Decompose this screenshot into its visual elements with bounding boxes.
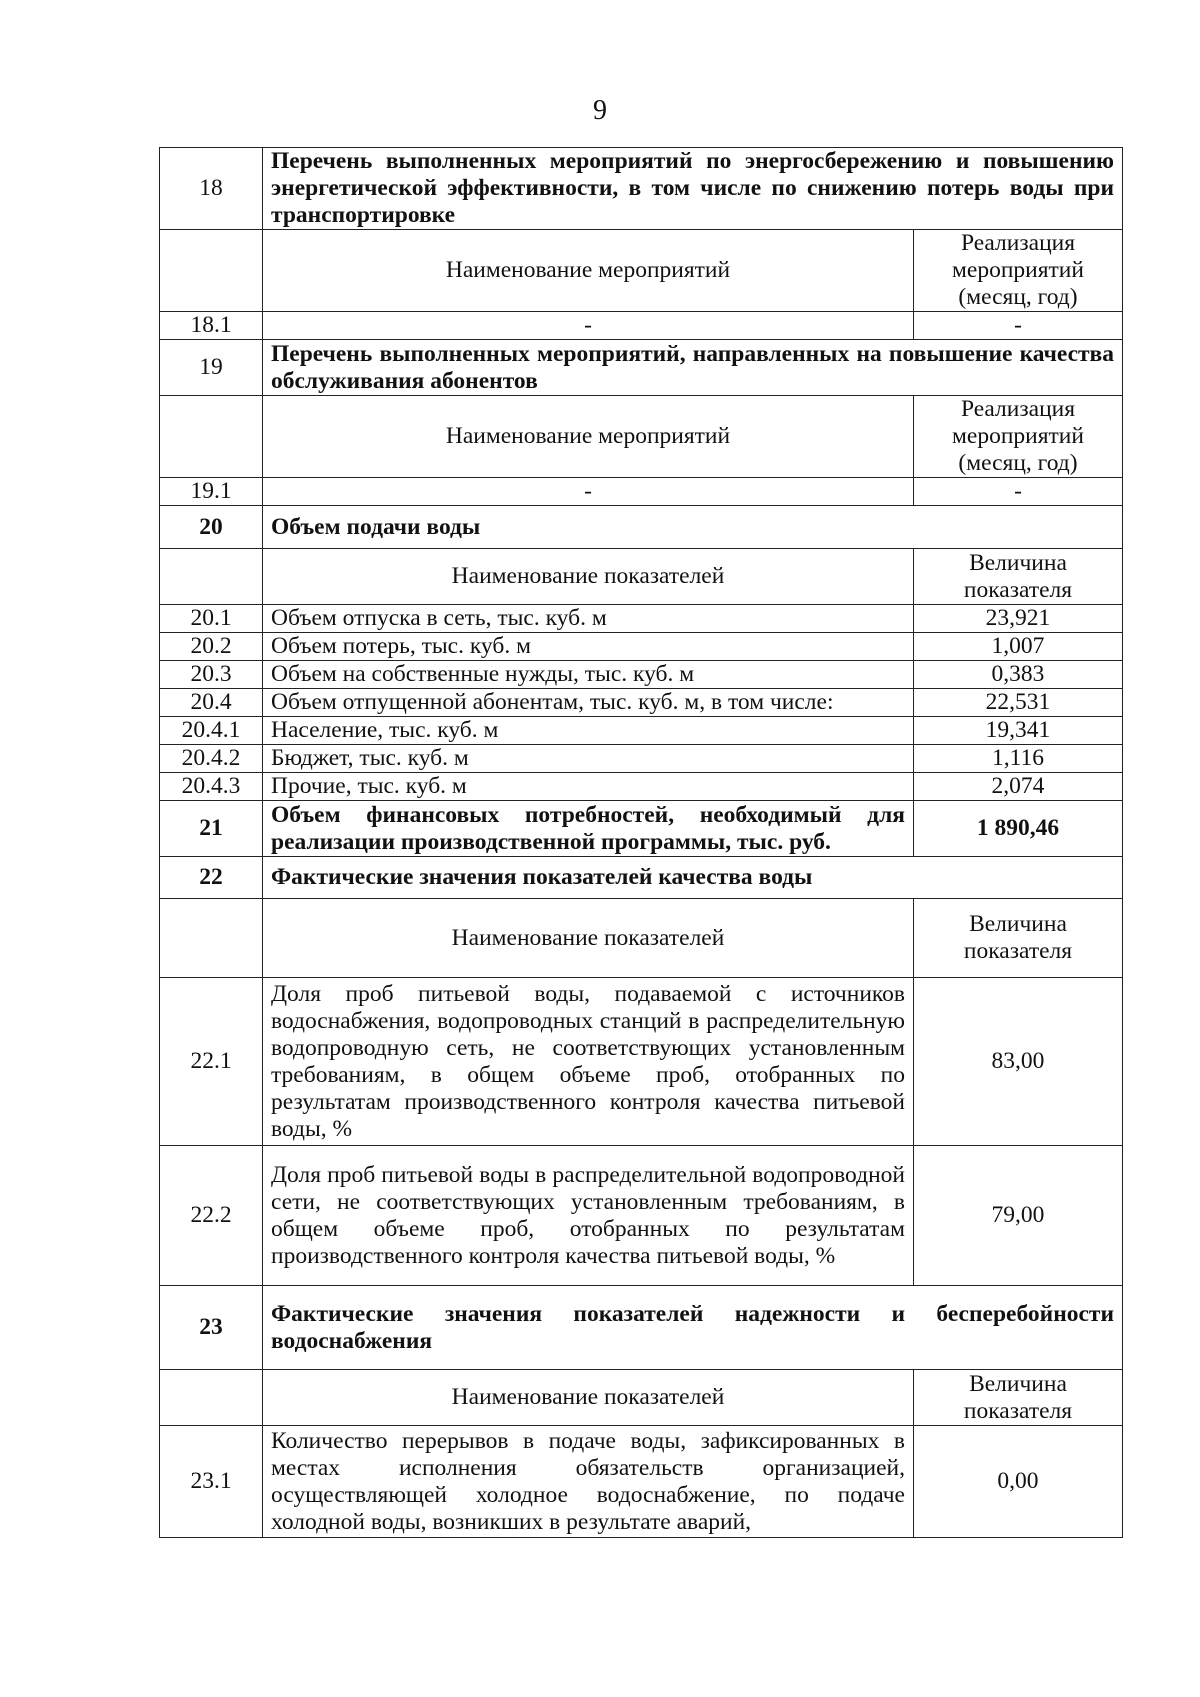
section-number: 20 [160,506,263,549]
section-title: Фактические значения показателей качества воды [263,857,1123,899]
row-name: Прочие, тыс. куб. м [263,773,914,801]
row-value: - [913,312,1122,340]
table-row [160,978,1123,1146]
row-value: 1,116 [913,745,1122,773]
row-name: - [263,478,914,506]
empty-cell [160,549,263,605]
row-number: 20.2 [160,633,263,661]
column-header-row [160,230,1123,312]
column-header-value: Реализация мероприятий (месяц, год) [913,396,1122,478]
row-value: 22,531 [913,689,1122,717]
row-value: 79,00 [913,1146,1122,1286]
row-name: Доля проб питьевой воды в распределительной водопроводной сети, не соответствующих установленным требованиям, в общем объеме проб, отобранных по результатам производственного контроля качества питьевой воды, % [263,1146,914,1286]
section-row [160,801,1123,857]
table-row [160,1146,1123,1286]
row-number: 20.4 [160,689,263,717]
row-number: 23.1 [160,1426,263,1538]
row-name: Количество перерывов в подаче воды, зафиксированных в местах исполнения обязательств организацией, осуществляющей холодное водоснабжение, по подаче холодной воды, возникших в результате аварий, [263,1426,914,1538]
section-title: Перечень выполненных мероприятий, направленных на повышение качества обслуживания абонентов [263,340,1123,396]
row-number: 22.2 [160,1146,263,1286]
row-number: 18.1 [160,312,263,340]
row-name: Население, тыс. куб. м [263,717,914,745]
row-value: 0,383 [913,661,1122,689]
section-row [160,340,1123,396]
empty-cell [160,1370,263,1426]
section-number: 22 [160,857,263,899]
section-value: 1 890,46 [913,801,1122,857]
column-header-row [160,1370,1123,1426]
row-name: Бюджет, тыс. куб. м [263,745,914,773]
row-name: Объем на собственные нужды, тыс. куб. м [263,661,914,689]
table-row [160,478,1123,506]
table-row [160,773,1123,801]
table-row [160,633,1123,661]
row-value: 1,007 [913,633,1122,661]
document-table [159,147,1123,1538]
row-name: Доля проб питьевой воды, подаваемой с источников водоснабжения, водопроводных станций в распределительную водопроводную сеть, не соответствующих установленным требованиям, в общем объеме проб, отобранных по результатам производственного контроля качества питьевой воды, % [263,978,914,1146]
section-number: 19 [160,340,263,396]
column-header-row [160,396,1123,478]
section-row [160,506,1123,549]
empty-cell [160,396,263,478]
table-row [160,312,1123,340]
row-value: 2,074 [913,773,1122,801]
row-number: 20.1 [160,605,263,633]
column-header-value: Величина показателя [913,1370,1122,1426]
section-row [160,1286,1123,1370]
table-row [160,661,1123,689]
row-value: 23,921 [913,605,1122,633]
row-number: 20.4.1 [160,717,263,745]
row-name: - [263,312,914,340]
column-header-value: Реализация мероприятий (месяц, год) [913,230,1122,312]
table-row [160,717,1123,745]
column-header-name: Наименование показателей [263,899,914,978]
page-number: 9 [593,95,607,126]
column-header-row [160,899,1123,978]
row-value: 0,00 [913,1426,1122,1538]
section-row [160,148,1123,230]
empty-cell [160,899,263,978]
column-header-name: Наименование показателей [263,1370,914,1426]
section-title: Объем подачи воды [263,506,1123,549]
row-number: 20.3 [160,661,263,689]
row-value: - [913,478,1122,506]
column-header-name: Наименование показателей [263,549,914,605]
section-title: Перечень выполненных мероприятий по энергосбережению и повышению энергетической эффективности, в том числе по снижению потерь воды при транспортировке [263,148,1123,230]
section-title: Фактические значения показателей надежности и бесперебойности водоснабжения [263,1286,1123,1370]
row-value: 83,00 [913,978,1122,1146]
column-header-name: Наименование мероприятий [263,396,914,478]
row-number: 22.1 [160,978,263,1146]
row-number: 20.4.2 [160,745,263,773]
section-number: 18 [160,148,263,230]
section-row [160,857,1123,899]
column-header-row [160,549,1123,605]
column-header-value: Величина показателя [913,549,1122,605]
section-number: 23 [160,1286,263,1370]
row-name: Объем отпущенной абонентам, тыс. куб. м, в том числе: [263,689,914,717]
section-number: 21 [160,801,263,857]
section-title: Объем финансовых потребностей, необходимый для реализации производственной программы, тыс. руб. [263,801,914,857]
row-number: 20.4.3 [160,773,263,801]
row-value: 19,341 [913,717,1122,745]
column-header-name: Наименование мероприятий [263,230,914,312]
table-row [160,745,1123,773]
row-name: Объем отпуска в сеть, тыс. куб. м [263,605,914,633]
column-header-value: Величина показателя [913,899,1122,978]
table-row [160,689,1123,717]
table-row [160,605,1123,633]
table-row [160,1426,1123,1538]
row-number: 19.1 [160,478,263,506]
row-name: Объем потерь, тыс. куб. м [263,633,914,661]
empty-cell [160,230,263,312]
